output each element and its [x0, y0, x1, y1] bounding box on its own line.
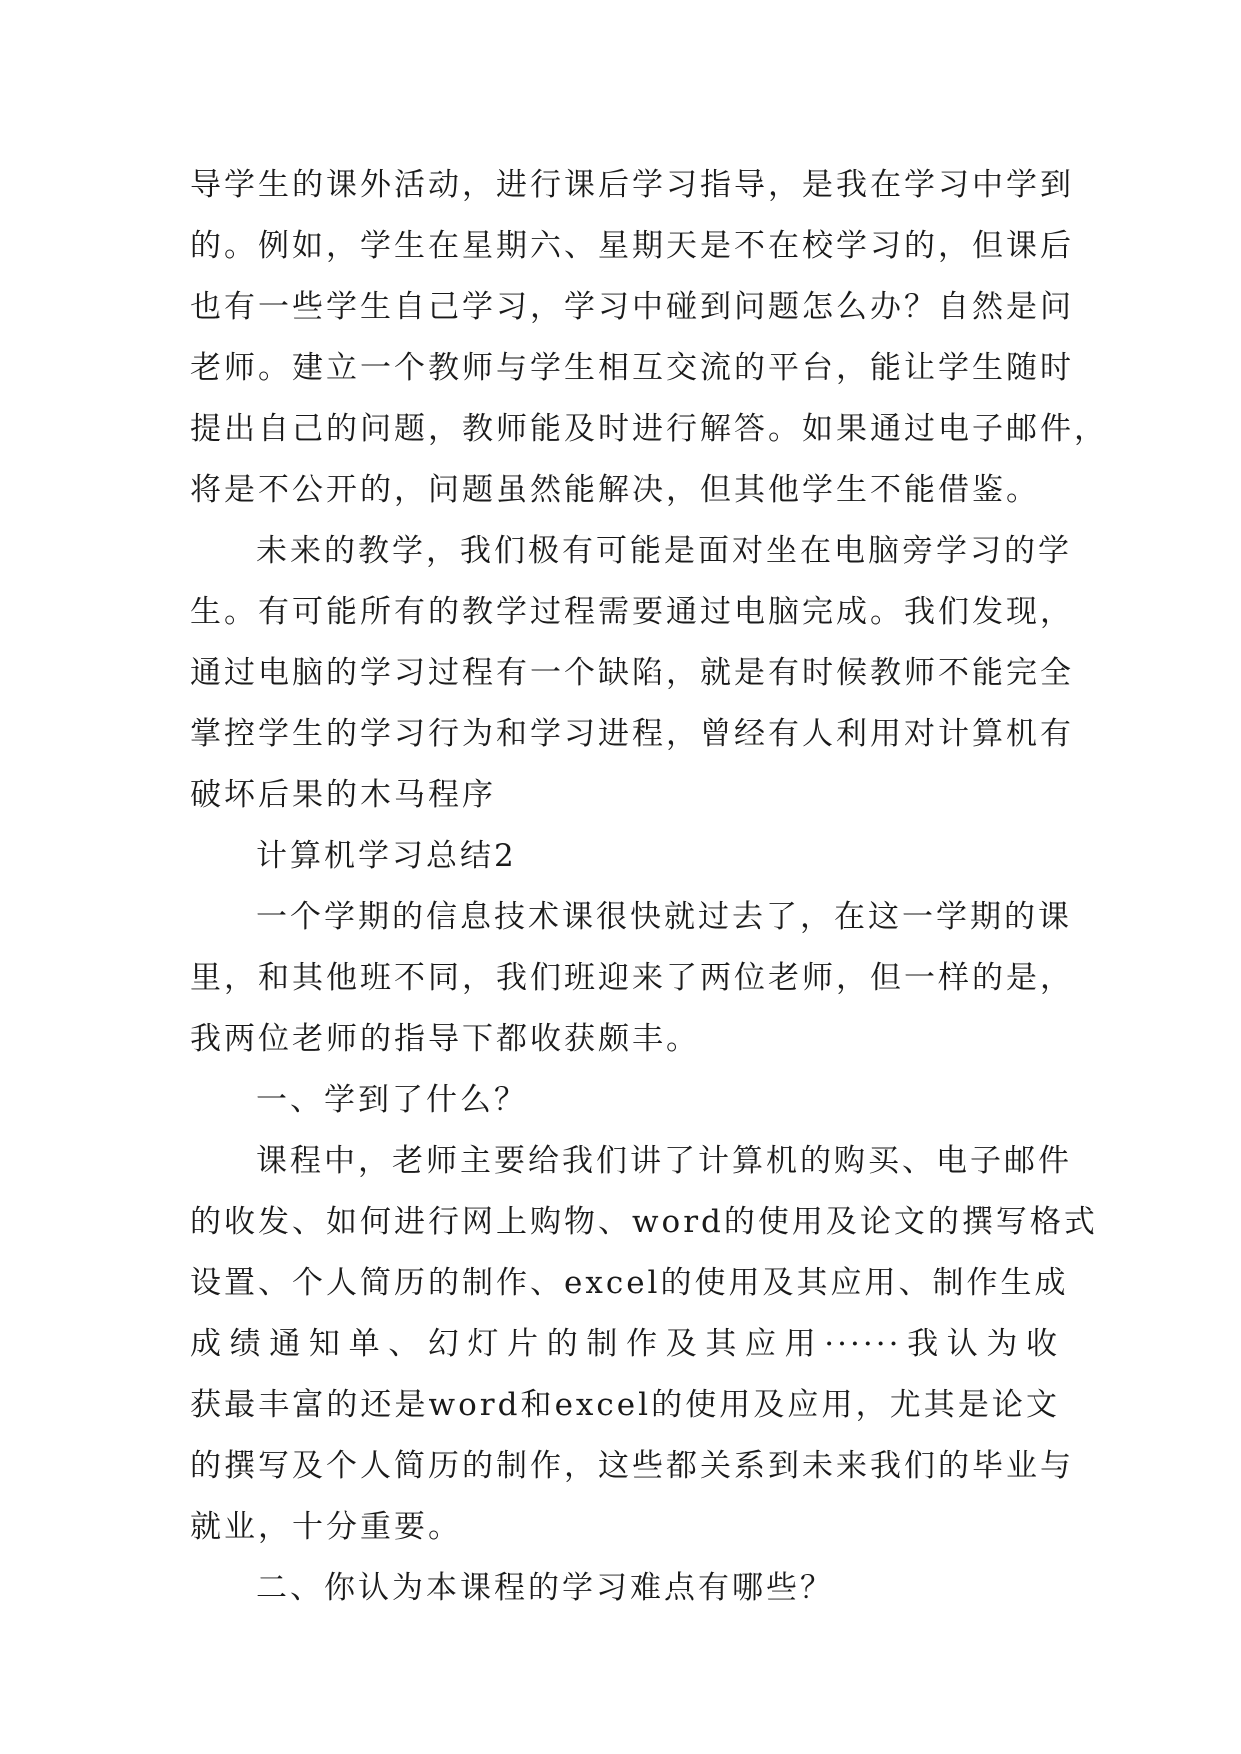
text-line: 我两位老师的指导下都收获颇丰。 — [190, 1021, 700, 1057]
paragraph-start-line: 一、学到了什么？ — [256, 1082, 528, 1118]
text-line: 破坏后果的木马程序 — [190, 777, 496, 813]
text-line: 掌控学生的学习行为和学习进程，曾经有人利用对计算机有 — [190, 716, 1074, 752]
paragraph-start-line: 课程中，老师主要给我们讲了计算机的购买、电子邮件 — [256, 1143, 1072, 1179]
text-line: 就业，十分重要。 — [190, 1509, 462, 1545]
text-line: 提出自己的问题，教师能及时进行解答。如果通过电子邮件， — [190, 411, 1108, 447]
text-line: 成绩通知单、幻灯片的制作及其应用······我认为收 — [190, 1326, 1060, 1362]
text-line: 也有一些学生自己学习，学习中碰到问题怎么办？自然是问 — [190, 289, 1074, 325]
text-line: 获最丰富的还是word和excel的使用及应用，尤其是论文 — [190, 1387, 1060, 1423]
text-line: 设置、个人简历的制作、excel的使用及其应用、制作生成 — [190, 1265, 1069, 1301]
text-line: 里，和其他班不同，我们班迎来了两位老师，但一样的是， — [190, 960, 1074, 996]
paragraph-start-line: 未来的教学，我们极有可能是面对坐在电脑旁学习的学 — [256, 533, 1072, 569]
text-line: 的撰写及个人简历的制作，这些都关系到未来我们的毕业与 — [190, 1448, 1074, 1484]
paragraph-start-line: 计算机学习总结2 — [256, 838, 517, 874]
text-line: 的。例如，学生在星期六、星期天是不在校学习的，但课后 — [190, 228, 1074, 264]
text-line: 通过电脑的学习过程有一个缺陷，就是有时候教师不能完全 — [190, 655, 1074, 691]
text-line: 的收发、如何进行网上购物、word的使用及论文的撰写格式 — [190, 1204, 1098, 1240]
text-line: 生。有可能所有的教学过程需要通过电脑完成。我们发现， — [190, 594, 1074, 630]
paragraph-start-line: 二、你认为本课程的学习难点有哪些？ — [256, 1570, 834, 1606]
document-body — [190, 155, 1108, 1619]
text-line: 将是不公开的，问题虽然能解决，但其他学生不能借鉴。 — [190, 472, 1040, 508]
paragraph-start-line: 一个学期的信息技术课很快就过去了，在这一学期的课 — [256, 899, 1072, 935]
text-line: 导学生的课外活动，进行课后学习指导，是我在学习中学到 — [190, 167, 1074, 203]
text-line: 老师。建立一个教师与学生相互交流的平台，能让学生随时 — [190, 350, 1074, 386]
